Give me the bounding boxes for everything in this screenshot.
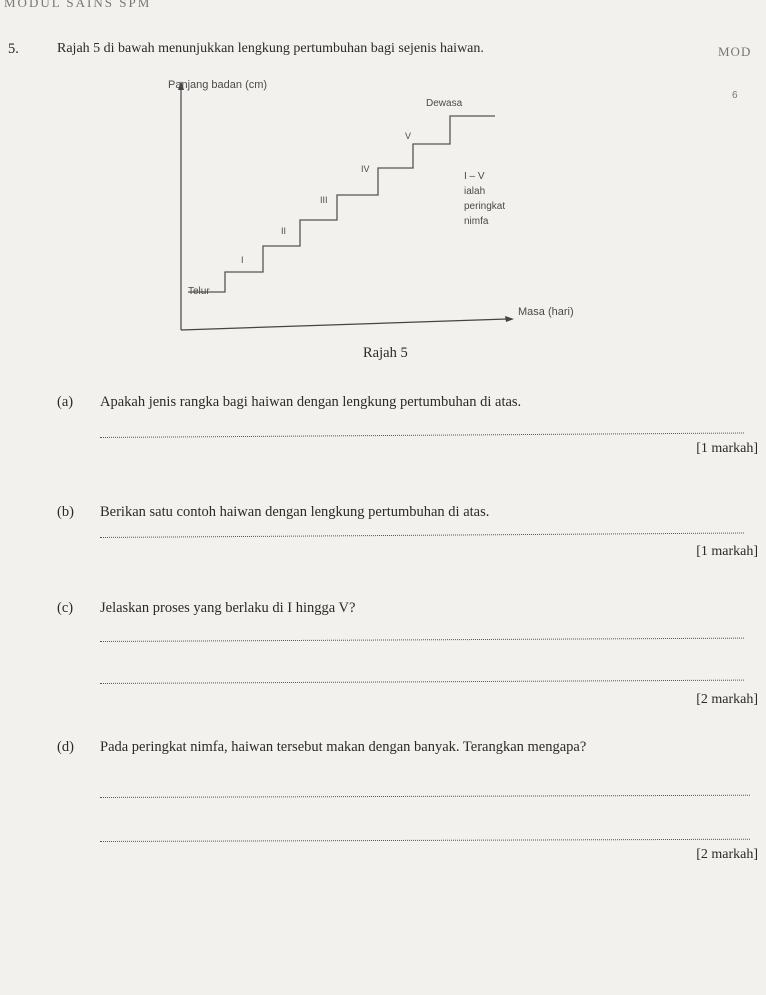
stage-label-telur: Telur [188, 286, 210, 297]
stage-label-v: V [405, 131, 412, 141]
part-c-marks: [2 markah] [696, 692, 758, 707]
x-axis-label: Masa (hari) [518, 306, 574, 318]
question-intro: Rajah 5 di bawah menunjukkan lengkung pertumbuhan bagi sejenis haiwan. [57, 41, 484, 56]
growth-staircase [188, 116, 495, 292]
part-a-answer-line[interactable] [100, 433, 744, 438]
note-line-4: nimfa [464, 216, 489, 227]
note-line-2: ialah [464, 186, 486, 197]
part-b-answer-line[interactable] [100, 533, 744, 538]
part-a-marks: [1 markah] [696, 441, 758, 456]
question-number: 5. [8, 41, 19, 57]
stage-label-iii: III [320, 195, 328, 205]
part-c-answer-line-2[interactable] [100, 680, 744, 684]
stage-label-i: I [241, 255, 244, 265]
part-c-text: Jelaskan proses yang berlaku di I hingga V? [100, 600, 356, 616]
part-d-text: Pada peringkat nimfa, haiwan tersebut makan dengan banyak. Terangkan mengapa? [100, 739, 587, 755]
part-a-label: (a) [57, 394, 74, 410]
corner-tag: MOD [718, 44, 752, 59]
part-b-marks: [1 markah] [696, 544, 758, 559]
part-d-marks: [2 markah] [696, 847, 758, 862]
note-line-1: I – V [464, 171, 485, 182]
note-line-3: peringkat [464, 201, 506, 212]
corner-number: 6 [732, 90, 738, 101]
part-c-label: (c) [57, 600, 74, 616]
y-axis-label: Panjang badan (cm) [168, 79, 268, 91]
part-b-text: Berikan satu contoh haiwan dengan lengkung pertumbuhan di atas. [100, 504, 490, 520]
stage-label-iv: IV [361, 164, 370, 174]
stage-label-ii: II [281, 226, 287, 236]
part-d-answer-line-1[interactable] [100, 795, 750, 798]
part-a-text: Apakah jenis rangka bagi haiwan dengan lengkung pertumbuhan di atas. [100, 394, 522, 410]
module-header: MODUL SAINS SPM [4, 0, 152, 10]
x-axis-arrow [505, 316, 514, 322]
stage-label-dewasa: Dewasa [426, 98, 463, 109]
part-d-label: (d) [57, 739, 74, 755]
x-axis [181, 319, 507, 330]
growth-curve-svg [150, 72, 600, 332]
part-c-answer-line-1[interactable] [100, 638, 744, 642]
figure-caption: Rajah 5 [363, 345, 408, 361]
part-b-label: (b) [57, 504, 74, 520]
part-d-answer-line-2[interactable] [100, 839, 750, 842]
growth-curve-figure [150, 72, 600, 332]
